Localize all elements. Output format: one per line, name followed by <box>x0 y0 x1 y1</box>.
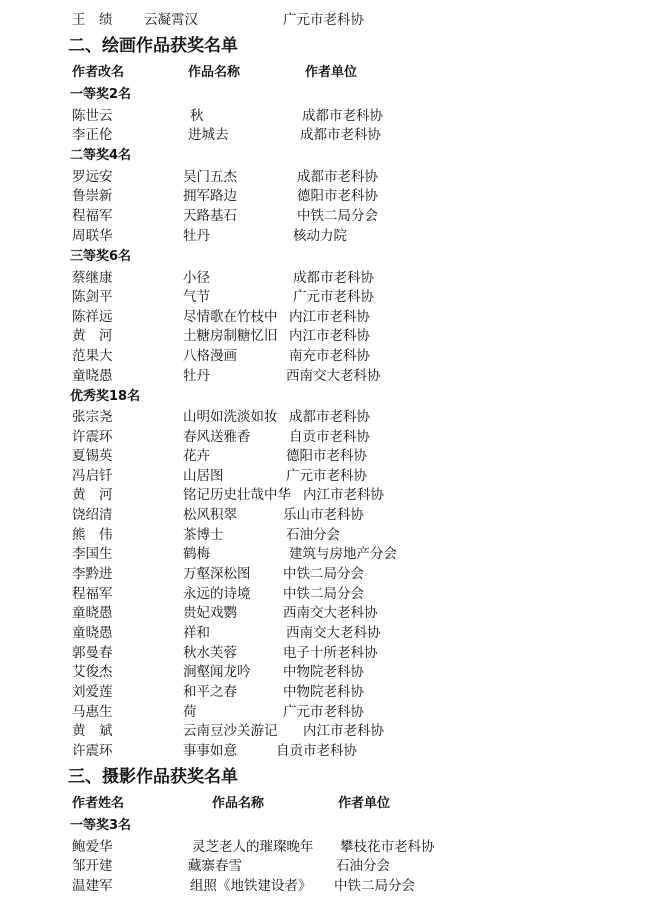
table-row <box>0 584 650 604</box>
work-title: 牡丹 <box>183 368 210 384</box>
work-title: 秋 <box>190 108 204 124</box>
author-name: 郭曼春 <box>72 645 113 661</box>
work-title: 荷 <box>183 704 197 720</box>
table-row <box>0 643 650 663</box>
author-unit: 自贡市老科协 <box>289 429 370 445</box>
author-name: 许震环 <box>72 429 113 445</box>
table-row <box>0 206 650 226</box>
author-name: 熊 伟 <box>72 527 113 543</box>
author-name: 蔡继康 <box>72 270 113 286</box>
author-unit: 成都市老科协 <box>297 169 378 185</box>
table-row <box>0 485 650 505</box>
work-title: 吴门五杰 <box>183 169 237 185</box>
author-unit: 广元市老科协 <box>293 289 374 305</box>
author-unit: 电子十所老科协 <box>283 645 378 661</box>
author-name: 邹开建 <box>72 858 113 874</box>
work-title: 小径 <box>183 270 210 286</box>
author-name: 陈剑平 <box>72 289 113 305</box>
table-row <box>0 876 650 896</box>
author-unit: 自贡市老科协 <box>276 743 357 759</box>
table-row <box>0 856 650 876</box>
author-name: 鲁崇新 <box>72 188 113 204</box>
author-unit: 广元市老科协 <box>286 468 367 484</box>
author-name: 饶绍清 <box>72 507 113 523</box>
column-header-unit: 作者单位 <box>305 65 358 80</box>
work-title: 牡丹 <box>183 228 210 244</box>
author-unit: 中铁二局分会 <box>283 586 364 602</box>
author-name: 程福军 <box>72 208 113 224</box>
author-unit: 西南交大老科协 <box>286 368 381 384</box>
table-row <box>0 525 650 545</box>
work-title: 春风送雅香 <box>183 429 251 445</box>
table-row <box>0 603 650 623</box>
author-name: 冯启钎 <box>72 468 113 484</box>
author-unit: 内江市老科协 <box>303 487 384 503</box>
author-unit: 内江市老科协 <box>289 309 370 325</box>
table-row <box>0 544 650 564</box>
work-title: 八格漫画 <box>183 348 237 364</box>
table-row <box>0 721 650 741</box>
award-tier-heading: 一等奖3名 <box>70 818 132 833</box>
author-name: 艾俊杰 <box>72 664 113 680</box>
column-header-work: 作品名称 <box>212 796 265 811</box>
work-title: 事事如意 <box>183 743 237 759</box>
author-unit: 中物院老科协 <box>283 684 364 700</box>
author-name: 黄 河 <box>72 328 113 344</box>
author-unit: 德阳市老科协 <box>286 448 367 464</box>
work-title: 秋水芙蓉 <box>183 645 237 661</box>
work-title: 云凝霄汉 <box>144 12 198 28</box>
work-title: 祥和 <box>183 625 210 641</box>
author-unit: 核动力院 <box>293 228 347 244</box>
column-header-author: 作者姓名 <box>72 796 125 811</box>
author-unit: 内江市老科协 <box>303 723 384 739</box>
table-row <box>0 741 650 761</box>
work-title: 铭记历史壮哉中华 <box>183 487 291 503</box>
work-title: 茶博士 <box>183 527 224 543</box>
table-row <box>0 564 650 584</box>
author-unit: 建筑与房地产分会 <box>289 546 397 562</box>
table-row <box>0 366 650 386</box>
work-title: 灵芝老人的璀璨晚年 <box>192 839 314 855</box>
column-header-unit: 作者单位 <box>338 796 391 811</box>
column-header-author: 作者改名 <box>72 65 125 80</box>
author-name: 周联华 <box>72 228 113 244</box>
author-name: 夏锡英 <box>72 448 113 464</box>
author-unit: 成都市老科协 <box>300 127 381 143</box>
table-row <box>0 407 650 427</box>
author-name: 李正伦 <box>72 127 113 143</box>
table-row <box>0 427 650 447</box>
column-header-work: 作品名称 <box>188 65 241 80</box>
table-row <box>0 268 650 288</box>
table-row <box>0 226 650 246</box>
work-title: 组照《地铁建设者》 <box>190 878 312 894</box>
author-name: 童晓愚 <box>72 605 113 621</box>
work-title: 和平之春 <box>183 684 237 700</box>
table-row <box>0 346 650 366</box>
author-name: 陈世云 <box>72 108 113 124</box>
author-unit: 乐山市老科协 <box>283 507 364 523</box>
table-row <box>0 682 650 702</box>
author-name: 王 绩 <box>72 12 113 28</box>
award-tier-heading: 优秀奖18名 <box>70 389 141 404</box>
author-unit: 南充市老科协 <box>289 348 370 364</box>
table-row <box>0 837 650 857</box>
work-title: 贵妃戏鹦 <box>183 605 237 621</box>
author-name: 李国生 <box>72 546 113 562</box>
author-name: 程福军 <box>72 586 113 602</box>
table-row <box>0 10 650 30</box>
author-unit: 中铁二局分会 <box>334 878 415 894</box>
author-name: 鲍爱华 <box>72 839 113 855</box>
author-unit: 成都市老科协 <box>293 270 374 286</box>
award-tier-heading: 一等奖2名 <box>70 87 132 102</box>
author-unit: 广元市老科协 <box>283 704 364 720</box>
author-name: 张宗尧 <box>72 409 113 425</box>
author-name: 温建军 <box>72 878 113 894</box>
work-title: 鹤梅 <box>183 546 210 562</box>
author-name: 刘爱莲 <box>72 684 113 700</box>
work-title: 进城去 <box>188 127 229 143</box>
author-name: 陈祥远 <box>72 309 113 325</box>
work-title: 涧壑闻龙吟 <box>183 664 251 680</box>
table-row <box>0 125 650 145</box>
table-row <box>0 167 650 187</box>
author-name: 黄 斌 <box>72 723 113 739</box>
work-title: 天路基石 <box>183 208 237 224</box>
author-unit: 广元市老科协 <box>283 12 364 28</box>
table-row <box>0 106 650 126</box>
author-unit: 中铁二局分会 <box>297 208 378 224</box>
table-row <box>0 466 650 486</box>
section-heading-photo: 三、摄影作品获奖名单 <box>68 767 238 787</box>
table-row <box>0 623 650 643</box>
author-unit: 西南交大老科协 <box>283 605 378 621</box>
work-title: 山明如洗淡如妆 <box>183 409 278 425</box>
work-title: 松风积翠 <box>183 507 237 523</box>
award-tier-heading: 二等奖4名 <box>70 148 132 163</box>
award-tier-heading: 三等奖6名 <box>70 249 132 264</box>
table-row <box>0 505 650 525</box>
work-title: 土糖房制糖忆旧 <box>183 328 278 344</box>
work-title: 永远的诗境 <box>183 586 251 602</box>
work-title: 气节 <box>183 289 210 305</box>
table-row <box>0 662 650 682</box>
table-row <box>0 186 650 206</box>
author-unit: 成都市老科协 <box>289 409 370 425</box>
work-title: 拥军路边 <box>183 188 237 204</box>
author-unit: 石油分会 <box>286 527 340 543</box>
author-unit: 西南交大老科协 <box>286 625 381 641</box>
author-name: 许震环 <box>72 743 113 759</box>
author-unit: 中物院老科协 <box>283 664 364 680</box>
work-title: 藏寨春雪 <box>188 858 242 874</box>
author-name: 范果大 <box>72 348 113 364</box>
table-row <box>0 446 650 466</box>
author-unit: 攀枝花市老科协 <box>340 839 435 855</box>
author-unit: 德阳市老科协 <box>297 188 378 204</box>
work-title: 山居图 <box>183 468 224 484</box>
table-row <box>0 326 650 346</box>
author-unit: 中铁二局分会 <box>283 566 364 582</box>
work-title: 万壑深松图 <box>183 566 251 582</box>
author-name: 童晓愚 <box>72 368 113 384</box>
table-row <box>0 702 650 722</box>
work-title: 云南豆沙关游记 <box>183 723 278 739</box>
author-unit: 成都市老科协 <box>302 108 383 124</box>
author-unit: 内江市老科协 <box>289 328 370 344</box>
table-row <box>0 287 650 307</box>
section-heading-painting: 二、绘画作品获奖名单 <box>68 36 238 56</box>
author-name: 李黔进 <box>72 566 113 582</box>
author-name: 黄 河 <box>72 487 113 503</box>
author-name: 罗远安 <box>72 169 113 185</box>
author-name: 童晓愚 <box>72 625 113 641</box>
table-row <box>0 307 650 327</box>
author-unit: 石油分会 <box>336 858 390 874</box>
work-title: 花卉 <box>183 448 210 464</box>
author-name: 马惠生 <box>72 704 113 720</box>
work-title: 尽情歌在竹枝中 <box>183 309 278 325</box>
